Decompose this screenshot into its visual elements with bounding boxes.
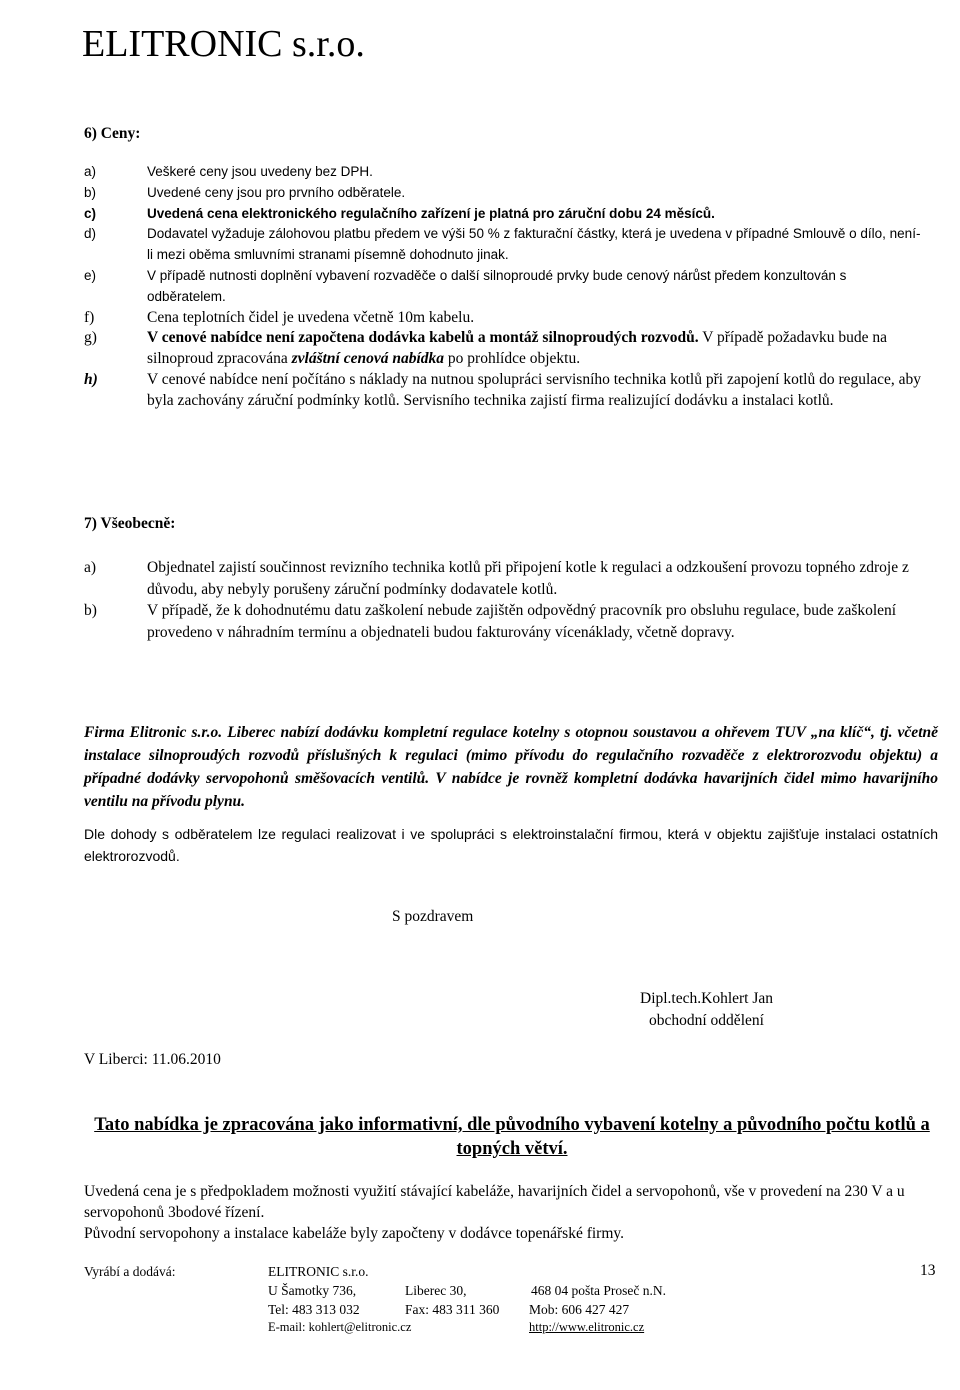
list-marker: g) [84,329,97,347]
list-marker: b) [84,602,97,619]
list-item [84,557,924,600]
list-marker: d) [84,226,97,242]
list-item [84,308,924,329]
list-item [84,162,924,183]
signer-department: obchodní oddělení [649,1012,764,1029]
list-item-text: Uvedená cena elektronického regulačního zařízení je platná pro záruční dobu 24 měsíců. [147,205,715,221]
list-item-text: Dodavatel vyžaduje zálohovou platbu předem ve výši 50 % z fakturační částky, která je uvedena v případné Smlouvě o dílo, není-li mezi oběma smluvními stranami písemně dohodnuto jinak. [147,226,921,263]
list-item-text: V případě požadavku bude na silnoproud zpracována [147,329,888,368]
list-item [84,370,924,412]
footnote [84,1181,944,1244]
list-item-text: V případě nutnosti doplnění vybavení rozvaděče o další silnoproudé prvky bude cenový nárůst předem konzultován s odběratelem. [147,267,847,304]
footer-company: ELITRONIC s.r.o. [268,1264,369,1279]
page-number: 13 [920,1262,936,1279]
footer-mob: Mob: 606 427 427 [529,1302,630,1317]
section-6-list [84,162,924,412]
section-6-title: 6) Ceny: [84,125,141,142]
list-item-text: Veškeré ceny jsou uvedeny bez DPH. [147,164,373,179]
offer-paragraph: Firma Elitronic s.r.o. Liberec nabízí dodávku kompletní regulace kotelny s otopnou soustavou a ohřevem TUV „nа klíč“, tj. včetně instalace silnoproudých rozvodů příslušných k regulaci (mimo přívodu do regulačního rozvaděče z elektrorozvodu objektu) a případné dodávky servopohonů směšovacích ventilů. V nabídce je rovněž kompletní dodávka havarijních čidel mimo havarijního ventilu na přívodu plynu. [84,724,938,810]
footnote-line: Uvedená cena je s předpokladem možnosti využití stávající kabeláže, havarijních čidel a servopohonů, vše v provedení na 230 V a u servopohonů 3bodové řízení. [84,1183,905,1221]
company-header: ELITRONIC s.r.o. [82,23,365,65]
footer-email[interactable]: E-mail: kohlert@elitronic.cz [268,1320,412,1334]
list-item-bold-text: V cenové nabídce není započtena dodávka kabelů a montáž silnoproudých rozvodů. [147,329,699,347]
footer-zip-post: 468 04 pošta Proseč n.N. [531,1283,666,1298]
footer-tel: Tel: 483 313 032 [268,1302,360,1317]
list-item [84,600,924,643]
list-marker: a) [84,559,97,576]
footnote-line: Původní servopohony a instalace kabeláže byly započteny v dodávce topenářské firmy. [84,1225,625,1242]
agreement-paragraph: Dle dohody s odběratelem lze regulaci realizovat i ve spolupráci s elektroinstalační firmou, která v objektu zajišťuje instalaci ostatních elektrorozvodů. [84,826,938,864]
list-item-text: Uvedené ceny jsou pro prvního odběratele. [147,184,406,200]
list-marker: b) [84,184,97,200]
list-item [84,224,924,266]
footer-website-link[interactable]: http://www.elitronic.cz [529,1320,645,1334]
list-item [84,204,924,225]
list-item-text: Cena teplotních čidel je uvedena včetně 10m kabelu. [147,308,475,326]
signer-name: Dipl.tech.Kohlert Jan [640,990,774,1007]
list-item-text: V případě, že k dohodnutému datu zaškolení nebude zajištěn odpovědný pracovník pro obsluhu regulace, bude zaškolení provedeno v náhradním termínu a objednateli budou fakturovány vícenáklady, včetně dopravy. [147,602,897,641]
section-7-title: 7) Všeobecně: [84,515,176,532]
list-marker: a) [84,164,97,179]
list-item-text: Objednatel zajistí součinnost revizního technika kotlů při připojení kotle k regulaci a odzkoušení provozu topného zdroje z důvodu, aby nebyly porušeny záruční podmínky dodavatele kotlů. [147,559,909,598]
footer-label: Vyrábí a dodává: [84,1264,176,1279]
place-date: V Liberci: 11.06.2010 [84,1051,221,1068]
list-item [84,183,924,204]
list-item-text: V cenové nabídce není počítáno s náklady na nutnou spolupráci servisního technika kotlů při zapojení kotlů do regulace, aby byla zachovány záruční podmínky kotlů. Servisního technika zajistí firma realizující dodávku a instalaci kotlů. [147,370,922,409]
list-marker: c) [84,205,97,221]
list-marker: f) [84,308,95,326]
section-7-list [84,557,924,643]
footer-fax: Fax: 483 311 360 [405,1302,500,1317]
list-item [84,328,924,370]
list-item-emphasis: zvláštní cenová nabídka [291,350,445,368]
footer-city: Liberec 30, [405,1283,467,1298]
greeting: S pozdravem [392,908,474,925]
list-item-text: po prohlídce objektu. [444,350,581,368]
list-marker: e) [84,267,97,283]
informative-notice: Tato nabídka je zpracována jako informativní, dle původního vybavení kotelny a původního počtu kotlů a topných větví. [94,1115,930,1159]
list-item [84,266,924,308]
list-marker: h) [84,370,98,388]
footer-street: U Šamotky 736, [268,1283,357,1298]
